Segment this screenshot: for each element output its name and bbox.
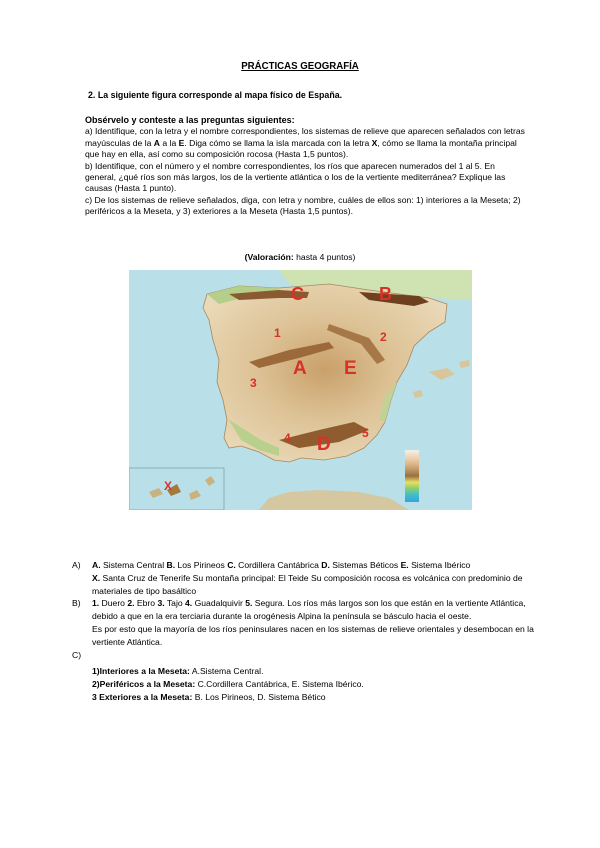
answer-b: B) 1. Duero 2. Ebro 3. Tajo 4. Guadalquivir 5. Segura. Los ríos más largos son los que están en la vertiente Atlántica, debido a que en la era terciaria durante la orogénesis Alpina la península se básculo hacia el oeste. Es por esto que la mayoría de los ríos peninsulares nacen en los sistemas de relieve orientales y desembocan en la vertiente Atlántica.: [72, 597, 542, 648]
map-number-1: 1: [274, 326, 281, 340]
answer-c-2: 2)Periféricos a la Meseta: C.Cordillera Cantábrica, E. Sistema Ibérico.: [92, 679, 364, 690]
map-label-d: D: [317, 434, 331, 455]
answer-b-paragraph-2: Es por esto que la mayoría de los ríos peninsulares nacen en los sistemas de relieve orientales y desembocan en la vertiente Atlántica.: [92, 623, 534, 647]
instruction-c: c) De los sistemas de relieve señalados, diga, con letra y nombre, cuáles de ellos son: 1) interiores a la Meseta; 2) periféricos a la Meseta, y 3) exteriores a la Meseta (Hasta 1,5 puntos).: [85, 194, 521, 217]
elevation-legend: [405, 450, 419, 502]
instructions-lead: Obsérvelo y conteste a las preguntas siguientes:: [85, 115, 295, 125]
answer-c-3: 3 Exteriores a la Meseta: B. Los Pirineos, D. Sistema Bético: [92, 691, 326, 702]
answer-b-marker: B): [72, 598, 81, 609]
map-number-3: 3: [250, 376, 257, 390]
answer-c: [72, 649, 542, 662]
map-number-5: 5: [362, 426, 369, 440]
answer-c-marker: C): [72, 649, 82, 660]
answers: [72, 559, 542, 704]
physical-map-spain: [129, 270, 472, 510]
instruction-b: b) Identifique, con el número y el nombre correspondientes, los ríos que aparecen numerados del 1 al 5. En general, ¿qué ríos son más largos, los de la vertiente atlántica o los de la vertiente mediterránea? Explique las causas (Hasta 1 punto).: [85, 160, 506, 194]
map-image: [129, 270, 472, 510]
page-title: PRÁCTICAS GEOGRAFÍA: [241, 60, 359, 72]
instructions: [85, 115, 525, 218]
question-heading: 2. La siguiente figura corresponde al mapa físico de España.: [88, 90, 343, 101]
map-label-e: E: [344, 358, 357, 379]
answer-a: A) A. Sistema Central B. Los Pirineos C. Cordillera Cantábrica D. Sistemas Béticos E. Sistema Ibérico X. Santa Cruz de Tenerife Su montaña principal: El Teide Su composición rocosa es volcánica con predominio de materiales de tipo basáltico: [72, 560, 523, 596]
answer-c-1: 1)Interiores a la Meseta: A.Sistema Central.: [92, 666, 264, 677]
instruction-a: a) Identifique, con la letra y el nombre correspondientes, los sistemas de relieve que aparecen señalados con letras mayúsculas de la A a la E. Diga cómo se llama la isla marcada con la letra X, cómo se llama la montaña principal que hay en ella, así como su composición rocosa (Hasta 1,5 puntos).: [85, 126, 525, 160]
map-label-x: X: [164, 479, 173, 493]
answer-a-marker: A): [72, 560, 81, 570]
map-label-a: A: [293, 358, 307, 379]
valoracion: (Valoración: hasta 4 puntos): [244, 252, 356, 262]
map-label-b: B: [379, 284, 392, 304]
answer-c-items: [72, 665, 542, 703]
map-label-c: C: [291, 284, 304, 304]
map-number-4: 4: [284, 431, 291, 445]
map-number-2: 2: [380, 330, 387, 344]
